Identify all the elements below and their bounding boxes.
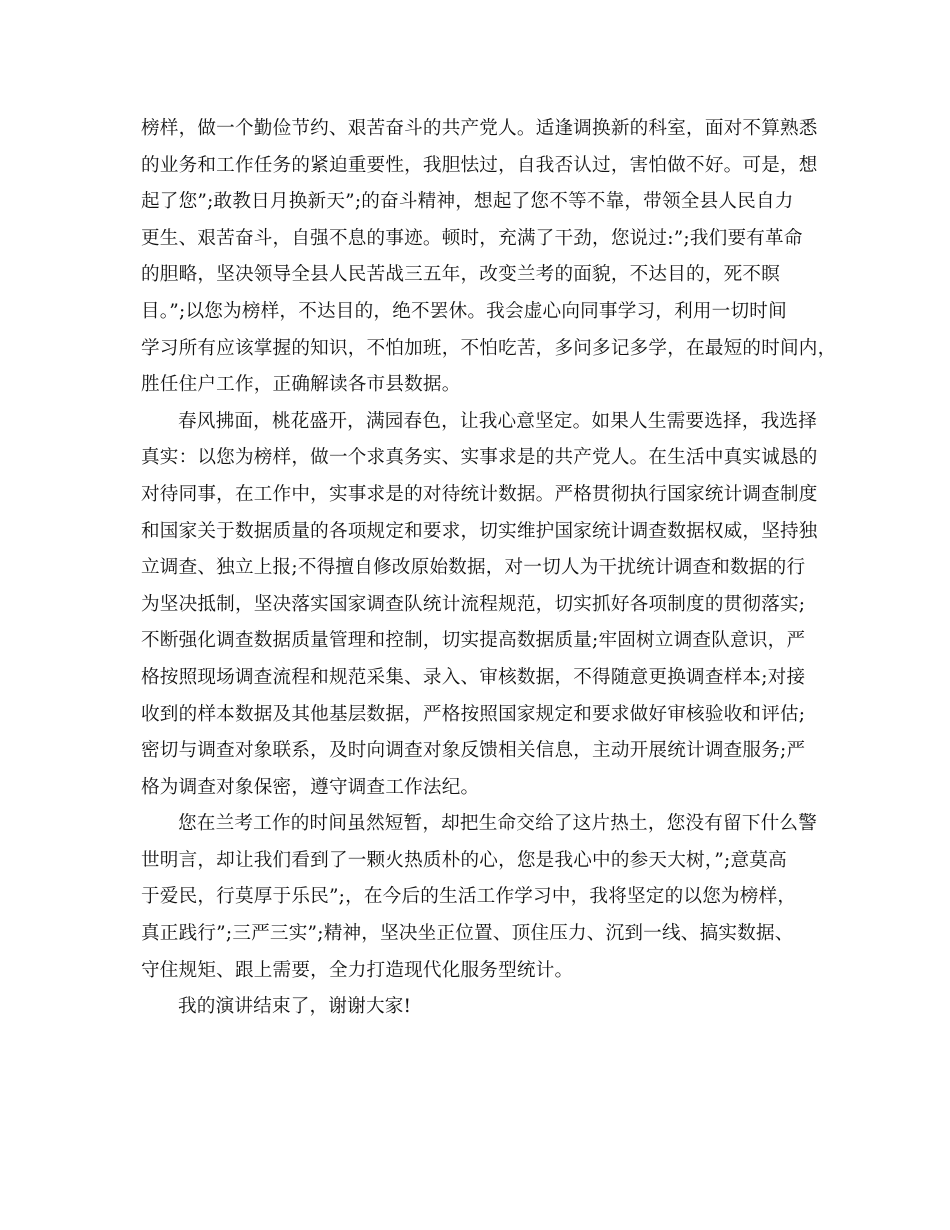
paragraph-3 bbox=[141, 806, 816, 989]
text-line: 世明言，却让我们看到了一颗火热质朴的心，您是我心中的参天大树，”;意莫高 bbox=[141, 849, 787, 871]
paragraph-4 bbox=[141, 989, 816, 1026]
text-line: 真正践行”;三严三实”;精神，坚决坐正位置、顶住压力、沉到一线、搞实数据、 bbox=[141, 923, 794, 945]
text-line: 和国家关于数据质量的各项规定和要求，切实维护国家统计调查数据权威，坚持独 bbox=[141, 520, 818, 542]
text-line: 收到的样本数据及其他基层数据，严格按照国家规定和要求做好审核验收和评估; bbox=[141, 703, 806, 725]
text-line: 格为调查对象保密，遵守调查工作法纪。 bbox=[141, 776, 480, 798]
text-line: 于爱民，行莫厚于乐民”;，在今后的生活工作学习中，我将坚定的以您为榜样， bbox=[141, 886, 797, 908]
text-line: 不断强化调查数据质量管理和控制，切实提高数据质量;牢固树立调查队意识，严 bbox=[141, 630, 806, 652]
text-line: 密切与调查对象联系，及时向调查对象反馈相关信息，主动开展统计调查服务;严 bbox=[141, 740, 806, 762]
text-line: 目。”;以您为榜样，不达目的，绝不罢休。我会虚心向同事学习，利用一切时间 bbox=[141, 300, 787, 322]
text-line: 学习所有应该掌握的知识，不怕加班，不怕吃苦，多问多记多学，在最短的时间内， bbox=[141, 337, 837, 359]
text-line: 的胆略，坚决领导全县人民苦战三五年，改变兰考的面貌，不达目的，死不瞑 bbox=[141, 264, 780, 286]
text-line: 榜样，做一个勤俭节约、艰苦奋斗的共产党人。适逢调换新的科室，面对不算熟悉 bbox=[141, 118, 818, 139]
text-line: 的业务和工作任务的紧迫重要性，我胆怯过，自我否认过，害怕做不好。可是，想 bbox=[141, 154, 818, 176]
paragraph-2 bbox=[141, 404, 816, 807]
text-line: 您在兰考工作的时间虽然短暂，却把生命交给了这片热土，您没有留下什么警 bbox=[178, 813, 817, 835]
text-line: 守住规矩、跟上需要，全力打造现代化服务型统计。 bbox=[141, 959, 574, 981]
text-line: 为坚决抵制，坚决落实国家调查队统计流程规范，切实抓好各项制度的贯彻落实; bbox=[141, 593, 806, 615]
text-line: 胜任住户工作，正确解读各市县数据。 bbox=[141, 374, 461, 396]
text-line: 格按照现场调查流程和规范采集、录入、审核数据，不得随意更换调查样本;对接 bbox=[141, 666, 806, 688]
text-line: 我的演讲结束了，谢谢大家! bbox=[178, 996, 412, 1018]
text-line: 更生、艰苦奋斗，自强不息的事迹。顿时，充满了干劲，您说过:”;我们要有革命 bbox=[141, 227, 803, 249]
text-line: 真实：以您为榜样，做一个求真务实、实事求是的共产党人。在生活中真实诚恳的 bbox=[141, 447, 818, 469]
paragraph-1 bbox=[141, 111, 837, 404]
text-line: 对待同事，在工作中，实事求是的对待统计数据。严格贯彻执行国家统计调查制度 bbox=[141, 483, 818, 505]
document-body bbox=[141, 111, 837, 1026]
text-line: 立调查、独立上报;不得擅自修改原始数据，对一切人为干扰统计调查和数据的行 bbox=[141, 557, 806, 579]
text-line: 春风拂面，桃花盛开，满园春色，让我心意坚定。如果人生需要选择，我选择 bbox=[178, 410, 817, 432]
text-line: 起了您”;敢教日月换新天”;的奋斗精神，想起了您不等不靠，带领全县人民自力 bbox=[141, 191, 794, 213]
